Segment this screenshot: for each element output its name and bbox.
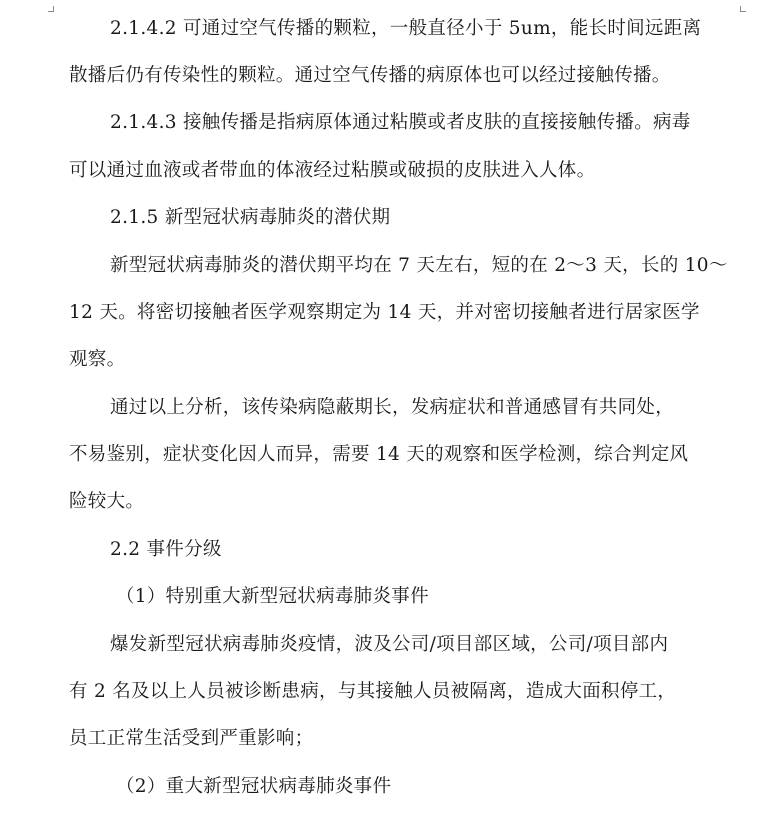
subheading-level-1: （1）特别重大新型冠状病毒肺炎事件	[116, 586, 429, 607]
text-line-3: 2.1.4.3 接触传播是指病原体通过粘膜或者皮肤的直接接触传播。病毒	[110, 112, 691, 133]
text-line-15: 有 2 名及以上人员被诊断患病，与其接触人员被隔离，造成大面积停工，	[69, 681, 677, 702]
text-line-2: 散播后仍有传染性的颗粒。通过空气传播的病原体也可以经过接触传播。	[69, 65, 671, 86]
subheading-level-2: （2）重大新型冠状病毒肺炎事件	[116, 776, 392, 797]
section-heading-2-1-5: 2.1.5 新型冠状病毒肺炎的潜伏期	[110, 207, 391, 228]
text-line-7: 12 天。将密切接触者医学观察期定为 14 天，并对密切接触者进行居家医学	[69, 302, 700, 323]
text-line-10: 不易鉴别，症状变化因人而异，需要 14 天的观察和医学检测，综合判定风	[69, 444, 689, 465]
text-line-1: 2.1.4.2 可通过空气传播的颗粒，一般直径小于 5um，能长时间远距离	[110, 18, 702, 39]
text-line-16: 员工正常生活受到严重影响；	[69, 728, 314, 749]
text-line-4: 可以通过血液或者带血的体液经过粘膜或破损的皮肤进入人体。	[69, 160, 596, 181]
margin-mark-top-left	[48, 6, 54, 12]
text-line-9: 通过以上分析，该传染病隐蔽期长，发病症状和普通感冒有共同处，	[110, 397, 675, 418]
section-heading-2-2: 2.2 事件分级	[110, 539, 222, 560]
text-line-11: 险较大。	[69, 491, 145, 512]
text-line-8: 观察。	[69, 349, 126, 370]
text-line-14: 爆发新型冠状病毒肺炎疫情，波及公司/项目部区域，公司/项目部内	[110, 634, 669, 655]
text-line-6: 新型冠状病毒肺炎的潜伏期平均在 7 天左右，短的在 2～3 天，长的 10～	[110, 255, 728, 276]
margin-mark-top-right	[740, 6, 746, 12]
